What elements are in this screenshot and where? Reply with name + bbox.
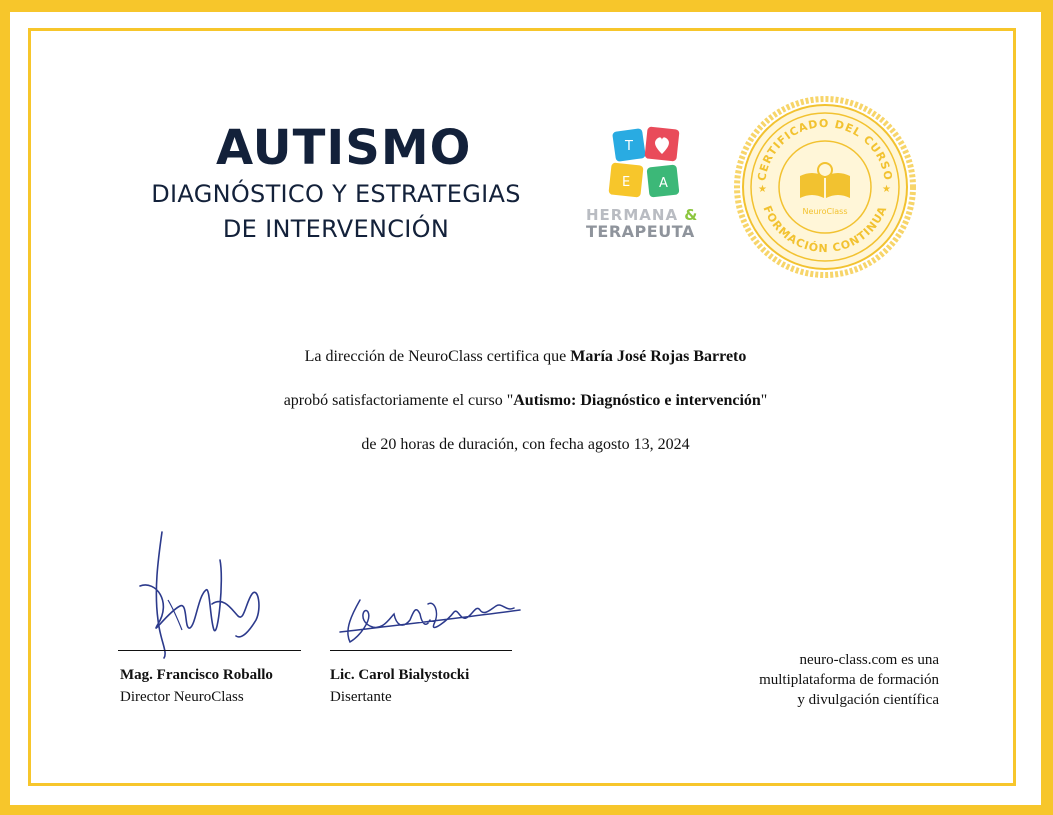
seal-top-text: CERTIFICADO DEL CURSO (755, 116, 895, 182)
svg-text:★: ★ (758, 184, 767, 195)
footer-line3: y divulgación científica (797, 692, 939, 708)
brand-name-line2: TERAPEUTA (586, 222, 695, 241)
seal-badge-icon (732, 94, 918, 280)
logo-letter-t: T (625, 139, 633, 154)
signatory-name-1: Mag. Francisco Roballo (120, 667, 273, 683)
footer-line1: neuro-class.com es una (799, 652, 939, 668)
signatory-role-2: Disertante (330, 689, 392, 705)
seal-bottom-text: FORMACIÓN CONTINUA (760, 203, 890, 256)
line2-suffix: " (760, 392, 768, 409)
line1-prefix: La dirección de NeuroClass certifica que (304, 348, 571, 365)
certificate-title: AUTISMO (216, 120, 472, 176)
signatory-name-2: Lic. Carol Bialystocki (330, 667, 470, 683)
signature-bialystocki (330, 580, 530, 650)
certification-line1 (10, 348, 1041, 366)
puzzle-logo-icon (606, 124, 686, 204)
certificate-subtitle-line1: DIAGNÓSTICO Y ESTRATEGIAS (151, 180, 521, 208)
brand-ampersand: & (684, 206, 699, 224)
logo-letter-a: A (659, 176, 668, 191)
footer-note (759, 650, 939, 710)
logo-letter-e: E (622, 175, 631, 190)
signature-line-1 (118, 650, 301, 651)
svg-text:★: ★ (882, 184, 891, 195)
signature-roballo (128, 520, 278, 670)
recipient-name: María José Rojas Barreto (570, 348, 747, 365)
signatory-role-1: Director NeuroClass (120, 689, 244, 705)
certificate-sheet (10, 12, 1041, 805)
signature-line-2 (330, 650, 512, 651)
course-name: Autismo: Diagnóstico e intervención (513, 392, 761, 409)
footer-line2: multiplataforma de formación (759, 672, 939, 688)
certificate-subtitle-line2: DE INTERVENCIÓN (222, 215, 450, 243)
certification-line3: de 20 horas de duración, con fecha agosto 13, 2024 (361, 436, 690, 453)
seal-center-text: NeuroClass (802, 207, 848, 216)
brand-word-hermana: HERMANA (586, 206, 679, 224)
line2-prefix: aprobó satisfactoriamente el curso " (283, 392, 514, 409)
certification-line2 (10, 392, 1041, 410)
